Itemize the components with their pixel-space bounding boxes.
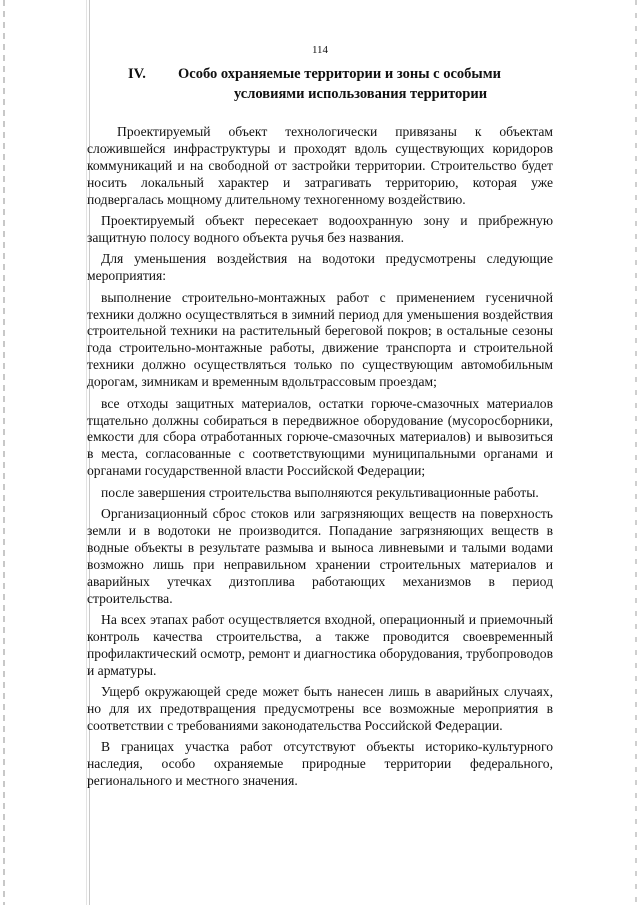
paragraph-damage: Ущерб окружающей среде может быть нанесен лишь в аварийных случаях, но для их предотвращения предусмотрены все возможные мероприятия в соответствии с требованиями законодательства Российской Федерации. (87, 684, 553, 733)
paragraph-quality-control: На всех этапах работ осуществляется входной, операционный и приемочный контроль качества строительства, а также проводится своевременный профилактический осмотр, ремонт и диагностика оборудования, трубопроводов и арматуры. (87, 611, 553, 678)
scan-edge-left (3, 0, 5, 905)
paragraph-heritage: В границах участка работ отсутствуют объекты историко-культурного наследия, особо охраняемые природные территории федерального, регионального и местного значения. (87, 739, 553, 789)
paragraph-infrastructure: Проектируемый объект технологически привязаны к объектам сложившейся инфраструктуры и проходят вдоль существующих коридоров коммуникаций и на свободной от застройки территории. Строительство будет носить локальный характер и затрагивать территорию, которая уже подвергалась мощному длительному техногенному воздействию. (87, 124, 553, 207)
paragraph-measures-intro: Для уменьшения воздействия на водотоки предусмотрены следующие мероприятия: (87, 251, 553, 284)
paragraph-measure-waste: все отходы защитных материалов, остатки горюче-смазочных материалов тщательно должны собираться в передвижное оборудование (мусоросборники, емкости для сбора отработанных горюче-смазочных материалов) и вывозиться в места, согласованные с соответствующими муниципальными органами и органами государственной власти Российской Федерации; (87, 395, 553, 479)
page-number: 114 (311, 44, 329, 56)
paragraph-water-protection-zone: Проектируемый объект пересекает водоохранную зону и прибрежную защитную полосу водного объекта ручья без названия. (87, 213, 553, 245)
section-title-line-1: Особо охраняемые территории и зоны с особыми (178, 66, 501, 82)
paragraph-measure-construction: выполнение строительно-монтажных работ с применением гусеничной техники должно осуществляться в зимний период для уменьшения воздействия строительной техники на растительный береговой покров; в остальные сезоны года строительно-монтажные работы, движение транспорта и строительной техники должно осуществляться только по существующим автомобильным дорогам, зимникам и временным вдольтрассовым проездам; (87, 289, 553, 390)
section-title-line-2: условиями использования территории (234, 86, 488, 102)
section-number: IV. (128, 66, 146, 82)
paragraph-measure-recultivation: после завершения строительства выполняются рекультивационные работы. (101, 484, 539, 500)
scan-edge-right (635, 0, 637, 905)
paragraph-discharge: Организационный сброс стоков или загрязняющих веществ на поверхность земли и в водотоки не производится. Попадание загрязняющих веществ в водные объекты в результате размыва и выноса ливневыми и талыми водами возможно лишь при неправильном хранении строительных материалов и аварийных утечках дизтоплива работающих механизмов в период строительства. (87, 506, 553, 606)
body-text (87, 124, 553, 795)
